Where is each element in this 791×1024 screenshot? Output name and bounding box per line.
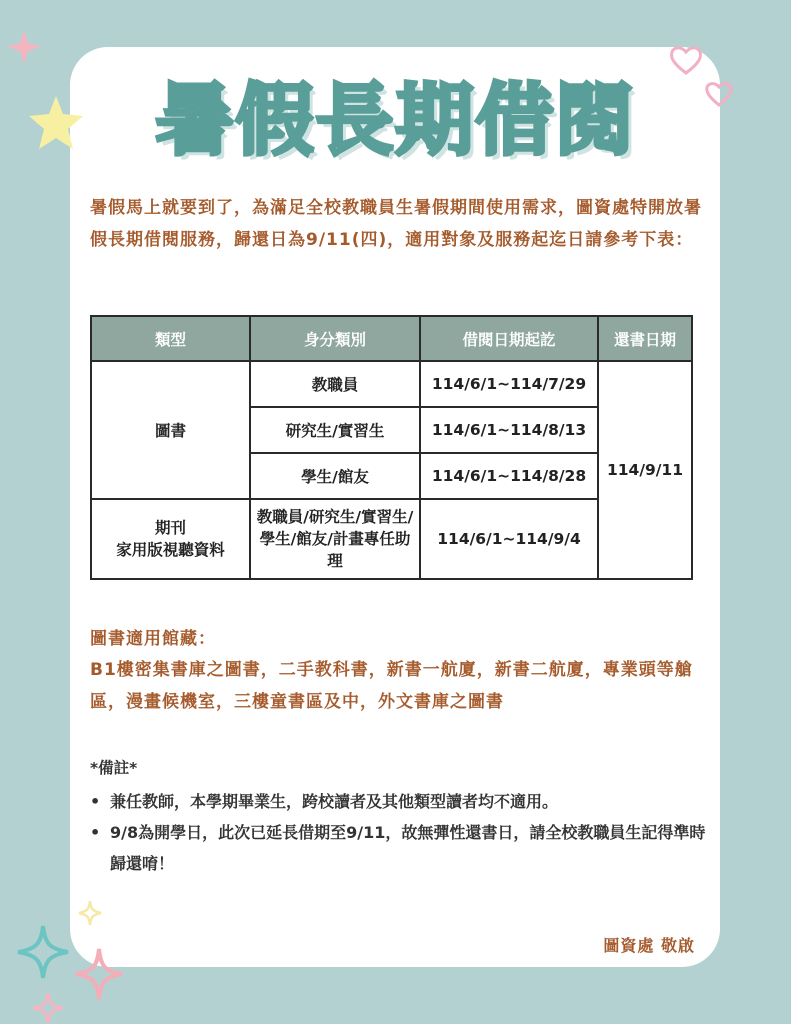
header-identity: 身分類別 bbox=[250, 316, 420, 361]
identity-cell: 教職員/研究生/實習生/學生/館友/計畫專任助理 bbox=[250, 499, 420, 579]
periodical-type-cell bbox=[91, 499, 250, 579]
identity-cell: 教職員 bbox=[250, 361, 420, 407]
notes-title: *備註* bbox=[90, 759, 138, 777]
identity-cell: 研究生/實習生 bbox=[250, 407, 420, 453]
pink-sparkle-small-icon bbox=[30, 990, 66, 1024]
intro-paragraph: 暑假馬上就要到了，為滿足全校教職員生暑假期間使用需求，圖資處特開放暑假長期借閱服務，歸還日為9/11(四)，適用對象及服務起迄日請參考下表： bbox=[90, 198, 702, 250]
header-return-date: 還書日期 bbox=[598, 316, 692, 361]
collection-title: 圖書適用館藏： bbox=[90, 629, 216, 649]
signature: 圖資處 敬啟 bbox=[603, 936, 695, 955]
notes-list bbox=[88, 786, 713, 879]
return-date-cell: 114/9/11 bbox=[598, 361, 692, 579]
identity-cell: 學生/館友 bbox=[250, 453, 420, 499]
loan-schedule-table bbox=[90, 315, 693, 580]
period-cell: 114/6/1~114/8/28 bbox=[420, 453, 598, 499]
av-type-line: 家用版視聽資料 bbox=[116, 541, 225, 559]
page-title: 暑假長期借閱 bbox=[155, 76, 636, 166]
period-cell: 114/6/1~114/9/4 bbox=[420, 499, 598, 579]
table-row bbox=[91, 361, 692, 407]
header-loan-period: 借閱日期起訖 bbox=[420, 316, 598, 361]
list-item: • 兼任教師，本學期畢業生，跨校讀者及其他類型讀者均不適用。 bbox=[88, 786, 713, 817]
collection-text: B1樓密集書庫之圖書，二手教科書，新書一航廈，新書二航廈，專業頭等艙區，漫畫候機室，三樓童書區及中，外文書庫之圖書 bbox=[90, 660, 693, 712]
book-type-cell: 圖書 bbox=[91, 361, 250, 499]
yellow-sparkle-icon bbox=[76, 898, 104, 928]
list-item: • 9/8為開學日，此次已延長借期至9/11，故無彈性還書日，請全校教職員生記得準時歸還唷！ bbox=[88, 817, 713, 879]
header-type: 類型 bbox=[91, 316, 250, 361]
table-header-row bbox=[91, 316, 692, 361]
periodical-type-line: 期刊 bbox=[154, 519, 186, 537]
period-cell: 114/6/1~114/7/29 bbox=[420, 361, 598, 407]
pink-sparkle-icon bbox=[72, 945, 126, 1003]
period-cell: 114/6/1~114/8/13 bbox=[420, 407, 598, 453]
teal-sparkle-icon bbox=[14, 922, 72, 982]
